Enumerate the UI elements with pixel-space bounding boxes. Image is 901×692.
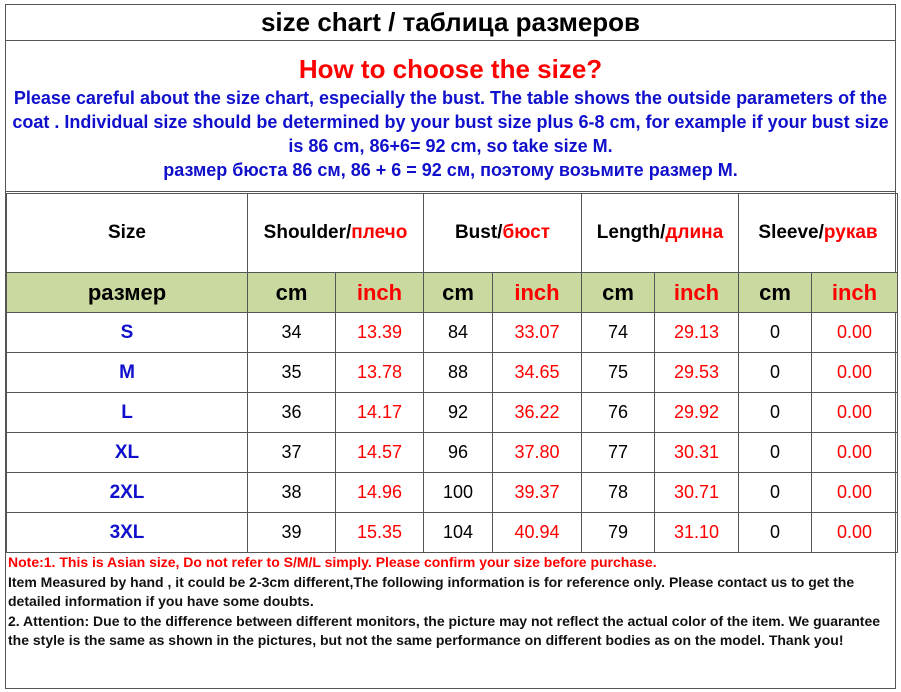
unit-inch: inch bbox=[336, 273, 424, 313]
sleeve-inch-cell: 0.00 bbox=[812, 513, 898, 553]
sleeve-cm-cell: 0 bbox=[739, 433, 812, 473]
note-monitor-color: 2. Attention: Due to the difference between different monitors, the picture may not reflect the actual color of the item. We guarantee the style is the same as shown in the pictures, but not the same performance on different bodies as on the model. Thank you! bbox=[8, 612, 881, 648]
shoulder-inch-cell: 15.35 bbox=[336, 513, 424, 553]
length-inch-cell: 29.53 bbox=[655, 353, 739, 393]
bust-inch-cell: 40.94 bbox=[493, 513, 582, 553]
bust-cm-cell: 84 bbox=[424, 313, 493, 353]
intro-heading: How to choose the size? bbox=[298, 54, 603, 84]
length-inch-cell: 29.13 bbox=[655, 313, 739, 353]
sleeve-inch-cell: 0.00 bbox=[812, 393, 898, 433]
sleeve-cm-cell: 0 bbox=[739, 313, 812, 353]
size-cell: S bbox=[7, 313, 248, 353]
length-cm-cell: 75 bbox=[582, 353, 655, 393]
shoulder-cm-cell: 36 bbox=[248, 393, 336, 433]
table-row bbox=[7, 433, 898, 473]
header-shoulder-ru: плечо bbox=[351, 222, 408, 243]
table-row bbox=[7, 393, 898, 433]
sleeve-inch-cell: 0.00 bbox=[812, 433, 898, 473]
table-row bbox=[7, 473, 898, 513]
size-table bbox=[6, 193, 898, 553]
bust-cm-cell: 88 bbox=[424, 353, 493, 393]
length-inch-cell: 30.31 bbox=[655, 433, 739, 473]
unit-size: размер bbox=[7, 273, 248, 313]
size-cell: 3XL bbox=[7, 513, 248, 553]
note-measured-by-hand: Item Measured by hand , it could be 2-3cm different,The following information is for reference only. Please contact us to get the detailed information if you have some doubts. bbox=[8, 573, 855, 609]
unit-inch: inch bbox=[493, 273, 582, 313]
bust-inch-cell: 39.37 bbox=[493, 473, 582, 513]
bust-inch-cell: 34.65 bbox=[493, 353, 582, 393]
table-row bbox=[7, 313, 898, 353]
header-length-ru: длина bbox=[665, 222, 724, 243]
sleeve-inch-cell: 0.00 bbox=[812, 353, 898, 393]
bust-inch-cell: 33.07 bbox=[493, 313, 582, 353]
bust-inch-cell: 37.80 bbox=[493, 433, 582, 473]
unit-cm: cm bbox=[424, 273, 493, 313]
unit-cm: cm bbox=[739, 273, 812, 313]
length-cm-cell: 79 bbox=[582, 513, 655, 553]
length-inch-cell: 30.71 bbox=[655, 473, 739, 513]
intro-section bbox=[6, 41, 895, 192]
notes-section bbox=[6, 553, 895, 651]
unit-inch: inch bbox=[812, 273, 898, 313]
header-sleeve-ru: рукав bbox=[823, 222, 878, 243]
unit-cm: cm bbox=[582, 273, 655, 313]
header-shoulder-en: Shoulder/ bbox=[263, 222, 352, 243]
shoulder-inch-cell: 13.78 bbox=[336, 353, 424, 393]
header-length bbox=[582, 194, 739, 273]
length-cm-cell: 77 bbox=[582, 433, 655, 473]
intro-paragraph-en: Please careful about the size chart, especially the bust. The table shows the outside parameters of the coat . Individual size should be determined by your bust size plus 6-8 cm, for example if your bust size is 86 cm, 86+6= 92 cm, so take size M. bbox=[12, 88, 889, 156]
sleeve-cm-cell: 0 bbox=[739, 473, 812, 513]
header-length-en: Length/ bbox=[596, 222, 666, 243]
shoulder-cm-cell: 38 bbox=[248, 473, 336, 513]
header-shoulder bbox=[248, 194, 424, 273]
header-sleeve bbox=[739, 194, 898, 273]
bust-cm-cell: 104 bbox=[424, 513, 493, 553]
table-units-row bbox=[7, 273, 898, 313]
size-cell: L bbox=[7, 393, 248, 433]
length-cm-cell: 74 bbox=[582, 313, 655, 353]
shoulder-inch-cell: 13.39 bbox=[336, 313, 424, 353]
shoulder-inch-cell: 14.57 bbox=[336, 433, 424, 473]
sleeve-inch-cell: 0.00 bbox=[812, 473, 898, 513]
sleeve-inch-cell: 0.00 bbox=[812, 313, 898, 353]
header-sleeve-en: Sleeve/ bbox=[758, 222, 824, 243]
bust-inch-cell: 36.22 bbox=[493, 393, 582, 433]
size-cell: XL bbox=[7, 433, 248, 473]
sleeve-cm-cell: 0 bbox=[739, 393, 812, 433]
header-size: Size bbox=[7, 194, 248, 273]
page-title: size chart / таблица размеров bbox=[6, 5, 895, 41]
unit-cm: cm bbox=[248, 273, 336, 313]
size-cell: 2XL bbox=[7, 473, 248, 513]
table-row bbox=[7, 513, 898, 553]
sleeve-cm-cell: 0 bbox=[739, 513, 812, 553]
shoulder-cm-cell: 39 bbox=[248, 513, 336, 553]
bust-cm-cell: 92 bbox=[424, 393, 493, 433]
header-bust-en: Bust/ bbox=[454, 222, 503, 243]
header-bust-ru: бюст bbox=[502, 222, 551, 243]
length-inch-cell: 31.10 bbox=[655, 513, 739, 553]
length-cm-cell: 76 bbox=[582, 393, 655, 433]
intro-paragraph-ru: размер бюста 86 см, 86 + 6 = 92 см, поэтому возьмите размер M. bbox=[163, 160, 738, 180]
table-header-row bbox=[7, 194, 898, 273]
shoulder-inch-cell: 14.96 bbox=[336, 473, 424, 513]
table-row bbox=[7, 353, 898, 393]
size-chart-document bbox=[5, 4, 896, 689]
note-asian-size: Note:1. This is Asian size, Do not refer to S/M/L simply. Please confirm your size before purchase. bbox=[8, 554, 657, 570]
length-cm-cell: 78 bbox=[582, 473, 655, 513]
unit-inch: inch bbox=[655, 273, 739, 313]
length-inch-cell: 29.92 bbox=[655, 393, 739, 433]
bust-cm-cell: 96 bbox=[424, 433, 493, 473]
shoulder-cm-cell: 35 bbox=[248, 353, 336, 393]
shoulder-cm-cell: 34 bbox=[248, 313, 336, 353]
size-cell: M bbox=[7, 353, 248, 393]
sleeve-cm-cell: 0 bbox=[739, 353, 812, 393]
header-bust bbox=[424, 194, 582, 273]
shoulder-cm-cell: 37 bbox=[248, 433, 336, 473]
bust-cm-cell: 100 bbox=[424, 473, 493, 513]
shoulder-inch-cell: 14.17 bbox=[336, 393, 424, 433]
